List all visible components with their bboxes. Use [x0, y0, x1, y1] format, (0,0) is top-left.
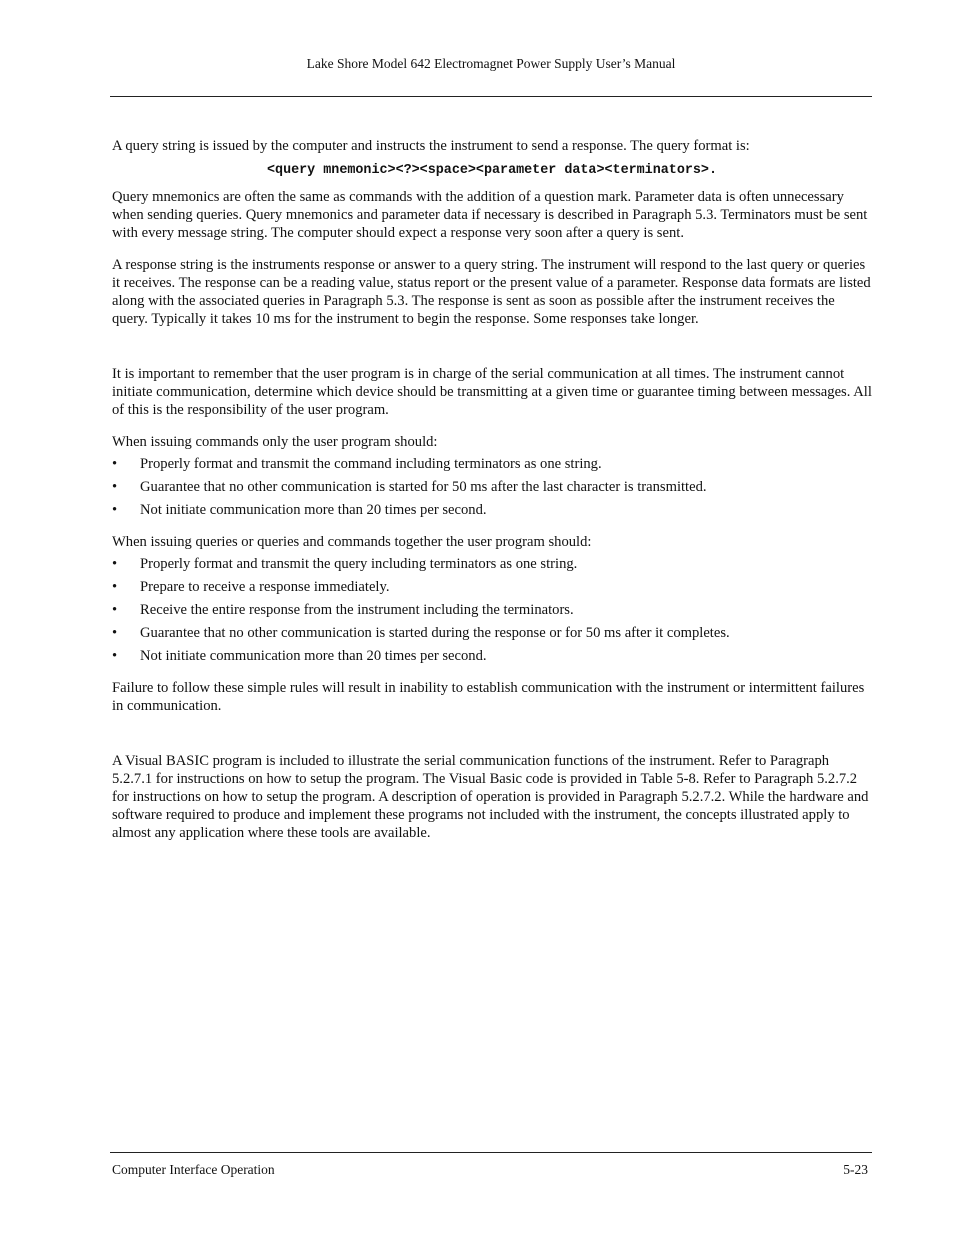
paragraph-query-mnemonics: Query mnemonics are often the same as commands with the addition of a question mark. Parameter data is often unnecessary when sending queries. Query mnemonics and parameter data if necessary is described in Paragraph 5.3. Terminators must be sent with every message string. The computer should expect a response very soon after a query is sent. — [112, 189, 868, 241]
bullet-icon: • — [112, 479, 118, 495]
list-item: • Properly format and transmit the query including terminators as one string. — [112, 556, 578, 572]
paragraph-query-intro: A query string is issued by the computer and instructs the instrument to send a response. The query format is: — [112, 138, 750, 154]
query-format: <query mnemonic><?><space><parameter data><terminators>. — [267, 163, 717, 178]
bullet-icon: • — [112, 625, 118, 641]
bullet-icon: • — [112, 502, 118, 518]
bullet-icon: • — [112, 456, 118, 472]
bullet-icon: • — [112, 648, 118, 664]
paragraph-failure-rules: Failure to follow these simple rules will result in inability to establish communication with the instrument or intermittent failures in communication. — [112, 680, 865, 714]
list-item: • Guarantee that no other communication is started during the response or for 50 ms after it completes. — [112, 625, 730, 641]
bullet-icon: • — [112, 556, 118, 572]
running-header: Lake Shore Model 642 Electromagnet Power Supply User’s Manual — [306, 56, 676, 71]
list-item: • Not initiate communication more than 20 times per second. — [112, 648, 487, 664]
header-rule — [110, 96, 872, 97]
list-item: • Receive the entire response from the instrument including the terminators. — [112, 602, 574, 618]
page-body — [112, 137, 872, 842]
bullet-icon: • — [112, 579, 118, 595]
paragraph-response-string: A response string is the instruments response or answer to a query string. The instrument will respond to the last query or queries it receives. The response can be a reading value, status report or the present value of a parameter. Response data formats are listed along with the associated queries in Paragraph 5.3. The response is sent as soon as possible after the instrument receives the query. Typically it takes 10 ms for the instrument to begin the response. Some responses take longer. — [112, 257, 871, 327]
footer-section-title: Computer Interface Operation — [112, 1162, 275, 1177]
list-item: • Properly format and transmit the command including terminators as one string. — [112, 456, 602, 472]
paragraph-visual-basic: A Visual BASIC program is included to illustrate the serial communication functions of the instrument. Refer to Paragraph 5.2.7.1 for instructions on how to setup the program. The Visual Basic code is provided in Table 5-8. Refer to Paragraph 5.2.7.2 for instructions on how to setup the program. A description of operation is provided in Paragraph 5.2.7.2. While the hardware and software required to produce and implement these programs not included with the instrument, the concepts illustrated apply to almost any application where these tools are available. — [112, 753, 869, 841]
footer-page-number: 5-23 — [843, 1162, 868, 1177]
list-item: • Prepare to receive a response immediately. — [112, 579, 390, 595]
footer-rule — [110, 1152, 872, 1153]
paragraph-user-program: It is important to remember that the user program is in charge of the serial communication at all times. The instrument cannot initiate communication, determine which device should be transmitting at a given time or guarantee timing between messages. All of this is the responsibility of the user program. — [112, 366, 872, 418]
queries-list — [112, 555, 872, 665]
list-item: • Guarantee that no other communication is started for 50 ms after the last character is transmitted. — [112, 479, 707, 495]
bullet-icon: • — [112, 602, 118, 618]
commands-list — [112, 455, 872, 519]
list-item: • Not initiate communication more than 20 times per second. — [112, 502, 487, 518]
paragraph-queries-intro: When issuing queries or queries and commands together the user program should: — [112, 534, 592, 550]
paragraph-commands-intro: When issuing commands only the user program should: — [112, 434, 438, 450]
